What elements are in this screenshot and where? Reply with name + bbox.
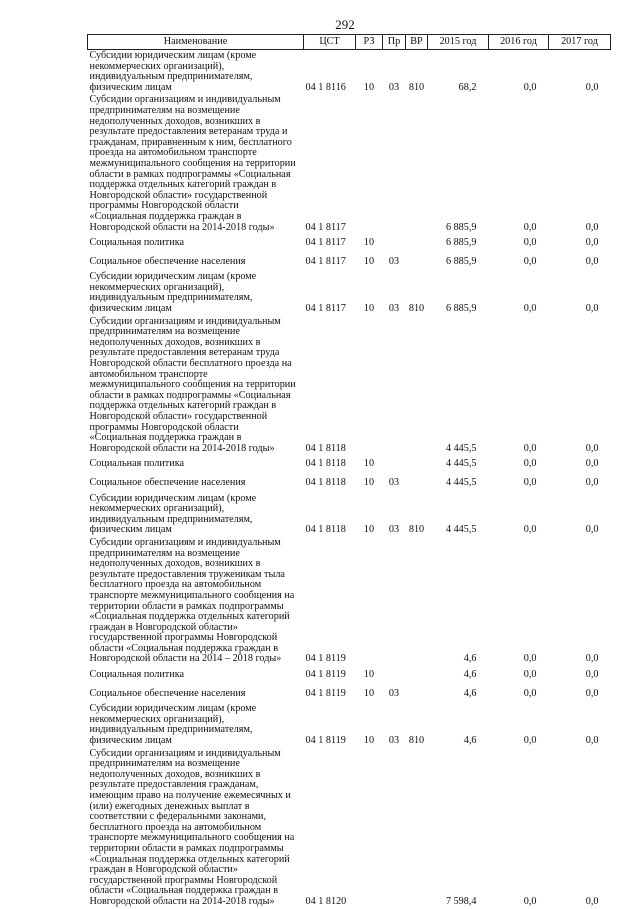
row-2017: 0,0 xyxy=(585,442,599,454)
row-vr: 810 xyxy=(408,303,425,315)
row-cst: 04 1 8116 xyxy=(305,81,346,93)
row-pr xyxy=(383,537,406,666)
row-2017: 0,0 xyxy=(585,255,599,267)
table-row xyxy=(88,316,611,456)
row-pr: 03 xyxy=(388,735,400,747)
table-row xyxy=(88,50,611,95)
row-pr xyxy=(383,316,406,456)
row-2016: 0,0 xyxy=(523,735,537,747)
row-pr: 03 xyxy=(388,81,400,93)
row-2015: 6 885,9 xyxy=(445,303,477,315)
row-rz xyxy=(356,537,383,666)
table-row xyxy=(88,253,611,272)
row-name: Социальная политика xyxy=(89,458,185,470)
row-2016: 0,0 xyxy=(523,442,537,454)
row-pr xyxy=(383,748,406,909)
row-cst: 04 1 8118 xyxy=(305,524,346,536)
row-2016: 0,0 xyxy=(523,524,537,536)
header-pr: Пр xyxy=(383,35,406,50)
row-vr: 810 xyxy=(408,735,425,747)
row-2017: 0,0 xyxy=(585,476,599,488)
row-name: Субсидии юридическим лицам (кроме некоммерческих организаций), индивидуальным предпринимателям, физическим лицам xyxy=(89,492,257,536)
row-rz: 10 xyxy=(363,524,375,536)
row-2017: 0,0 xyxy=(585,687,599,699)
row-vr xyxy=(406,474,428,493)
row-2016: 0,0 xyxy=(523,687,537,699)
row-2015: 4,6 xyxy=(463,669,477,681)
row-name: Социальное обеспечение населения xyxy=(89,255,246,267)
row-name: Социальное обеспечение населения xyxy=(89,476,246,488)
row-2016: 0,0 xyxy=(523,476,537,488)
row-2015: 4 445,5 xyxy=(445,458,477,470)
row-2016: 0,0 xyxy=(523,669,537,681)
row-vr xyxy=(406,685,428,704)
header-name: Наименование xyxy=(88,35,304,50)
row-cst: 04 1 8117 xyxy=(305,303,346,315)
table-row xyxy=(88,703,611,747)
header-2016: 2016 год xyxy=(489,35,549,50)
row-2016: 0,0 xyxy=(523,303,537,315)
row-vr xyxy=(406,316,428,456)
header-rz: РЗ xyxy=(356,35,383,50)
table-header xyxy=(88,35,611,50)
row-pr xyxy=(383,94,406,234)
row-vr xyxy=(406,537,428,666)
row-cst: 04 1 8117 xyxy=(305,237,346,249)
row-cst: 04 1 8118 xyxy=(305,476,346,488)
row-cst: 04 1 8119 xyxy=(305,735,346,747)
table-row xyxy=(88,748,611,909)
table-row xyxy=(88,537,611,666)
row-rz: 10 xyxy=(363,687,375,699)
row-vr: 810 xyxy=(408,81,425,93)
row-rz: 10 xyxy=(363,303,375,315)
row-2016: 0,0 xyxy=(523,237,537,249)
row-cst: 04 1 8119 xyxy=(305,669,346,681)
row-name: Субсидии организациям и индивидуальным предпринимателям на возмещение недополученных доходов, возникших в результате предоставления ветеранам труда Новгородской области бесплатного проезда на автомобильном транспорте межмуниципального сообщения на территории области в рамках подпрограммы «Социальная поддержка отдельных категорий граждан в Новгородской области» государственной программы Новгородской области «Социальная поддержка граждан в Новгородской области на 2014-2018 годы» xyxy=(89,315,296,454)
header-vr: ВР xyxy=(406,35,428,50)
table-row xyxy=(88,94,611,234)
table-row xyxy=(88,271,611,315)
row-pr: 03 xyxy=(388,255,400,267)
row-2016: 0,0 xyxy=(523,458,537,470)
row-rz: 10 xyxy=(363,735,375,747)
row-2015: 4,6 xyxy=(463,735,477,747)
row-2015: 6 885,9 xyxy=(445,237,477,249)
row-pr: 03 xyxy=(388,687,400,699)
table-row xyxy=(88,455,611,474)
row-cst: 04 1 8118 xyxy=(305,442,346,454)
table-body xyxy=(88,50,611,909)
row-pr xyxy=(383,234,406,253)
row-vr: 810 xyxy=(408,524,425,536)
row-name: Субсидии организациям и индивидуальным предпринимателям на возмещение недополученных доходов, возникших в результате предоставления труженикам тыла бесплатного проезда на автомобильном транспорте межмуниципального сообщения на территории области в рамках подпрограммы «Социальная поддержка отдельных категорий граждан в Новгородской области» государственной программы Новгородской области «Социальная поддержка граждан в Новгородской области на 2014 – 2018 годы» xyxy=(89,536,295,665)
row-2017: 0,0 xyxy=(585,81,599,93)
table-row xyxy=(88,234,611,253)
row-2017: 0,0 xyxy=(585,524,599,536)
row-2015: 4,6 xyxy=(463,687,477,699)
row-name: Социальная политика xyxy=(89,669,185,681)
row-name: Субсидии организациям и индивидуальным предпринимателям на возмещение недополученных доходов, возникших в результате предоставления гражданам, имеющим право на получение ежемесячных и (или) ежегодных денежных выплат в соответствии с федеральными законами, бесплатного проезда на автомобильном транспорте межмуниципального сообщения на территории области в рамках подпрограммы «Социальная поддержка отдельных категорий граждан в Новгородской области» государственной программы Новгородской области «Социальная поддержка граждан в Новгородской области на 2014-2018 годы» xyxy=(89,747,295,907)
row-vr xyxy=(406,666,428,685)
row-2017: 0,0 xyxy=(585,653,599,665)
row-cst: 04 1 8119 xyxy=(305,653,346,665)
row-name: Субсидии организациям и индивидуальным предпринимателям на возмещение недополученных доходов, возникших в результате предоставления ветеранам труда и гражданам, приравненным к ним, бесплатного проезда на автомобильном транспорте межмуниципального сообщения на территории области в рамках подпрограммы «Социальная поддержка отдельных категорий граждан в Новгородской области» государственной программы Новгородской области «Социальная поддержка граждан в Новгородской области на 2014-2018 годы» xyxy=(89,94,296,233)
row-2017: 0,0 xyxy=(585,221,599,233)
row-rz: 10 xyxy=(363,81,375,93)
row-cst: 04 1 8119 xyxy=(305,687,346,699)
row-rz: 10 xyxy=(363,255,375,267)
row-rz xyxy=(356,94,383,234)
row-rz xyxy=(356,748,383,909)
table-row xyxy=(88,685,611,704)
row-pr xyxy=(383,666,406,685)
budget-table xyxy=(87,34,611,909)
row-cst: 04 1 8117 xyxy=(305,221,346,233)
row-2015: 68,2 xyxy=(458,81,477,93)
row-pr: 03 xyxy=(388,476,400,488)
row-2015: 6 885,9 xyxy=(445,255,477,267)
page-number: 292 xyxy=(335,17,355,32)
row-2015: 4 445,5 xyxy=(445,476,477,488)
table-row xyxy=(88,666,611,685)
row-2017: 0,0 xyxy=(585,303,599,315)
row-rz: 10 xyxy=(363,237,375,249)
row-2015: 6 885,9 xyxy=(445,221,477,233)
header-cst: ЦСТ xyxy=(304,35,356,50)
row-rz xyxy=(356,316,383,456)
row-2016: 0,0 xyxy=(523,221,537,233)
row-2016: 0,0 xyxy=(523,653,537,665)
table-row xyxy=(88,474,611,493)
row-cst: 04 1 8120 xyxy=(305,895,347,907)
row-pr xyxy=(383,455,406,474)
row-vr xyxy=(406,748,428,909)
row-2015: 4 445,5 xyxy=(445,524,477,536)
row-2015: 4 445,5 xyxy=(445,442,477,454)
row-2016: 0,0 xyxy=(523,895,537,907)
row-vr xyxy=(406,455,428,474)
row-cst: 04 1 8118 xyxy=(305,458,346,470)
row-rz: 10 xyxy=(363,458,375,470)
row-2015: 7 598,4 xyxy=(445,895,477,907)
row-name: Социальная политика xyxy=(89,237,185,249)
header-2015: 2015 год xyxy=(428,35,489,50)
row-vr xyxy=(406,234,428,253)
row-2016: 0,0 xyxy=(523,255,537,267)
row-name: Субсидии юридическим лицам (кроме некоммерческих организаций), индивидуальным предпринимателям, физическим лицам xyxy=(89,703,257,747)
row-name: Субсидии юридическим лицам (кроме некоммерческих организаций), индивидуальным предпринимателям, физическим лицам xyxy=(89,50,257,93)
row-name: Социальное обеспечение населения xyxy=(89,687,246,699)
row-2017: 0,0 xyxy=(585,895,599,907)
row-vr xyxy=(406,94,428,234)
row-2015: 4,6 xyxy=(463,653,477,665)
row-2017: 0,0 xyxy=(585,237,599,249)
row-2016: 0,0 xyxy=(523,81,537,93)
row-2017: 0,0 xyxy=(585,458,599,470)
header-2017: 2017 год xyxy=(549,35,611,50)
row-vr xyxy=(406,253,428,272)
row-2017: 0,0 xyxy=(585,669,599,681)
row-name: Субсидии юридическим лицам (кроме некоммерческих организаций), индивидуальным предпринимателям, физическим лицам xyxy=(89,271,257,315)
row-2017: 0,0 xyxy=(585,735,599,747)
row-rz: 10 xyxy=(363,669,375,681)
row-pr: 03 xyxy=(388,524,400,536)
table-row xyxy=(88,493,611,537)
row-pr: 03 xyxy=(388,303,400,315)
row-rz: 10 xyxy=(363,476,375,488)
row-cst: 04 1 8117 xyxy=(305,255,346,267)
